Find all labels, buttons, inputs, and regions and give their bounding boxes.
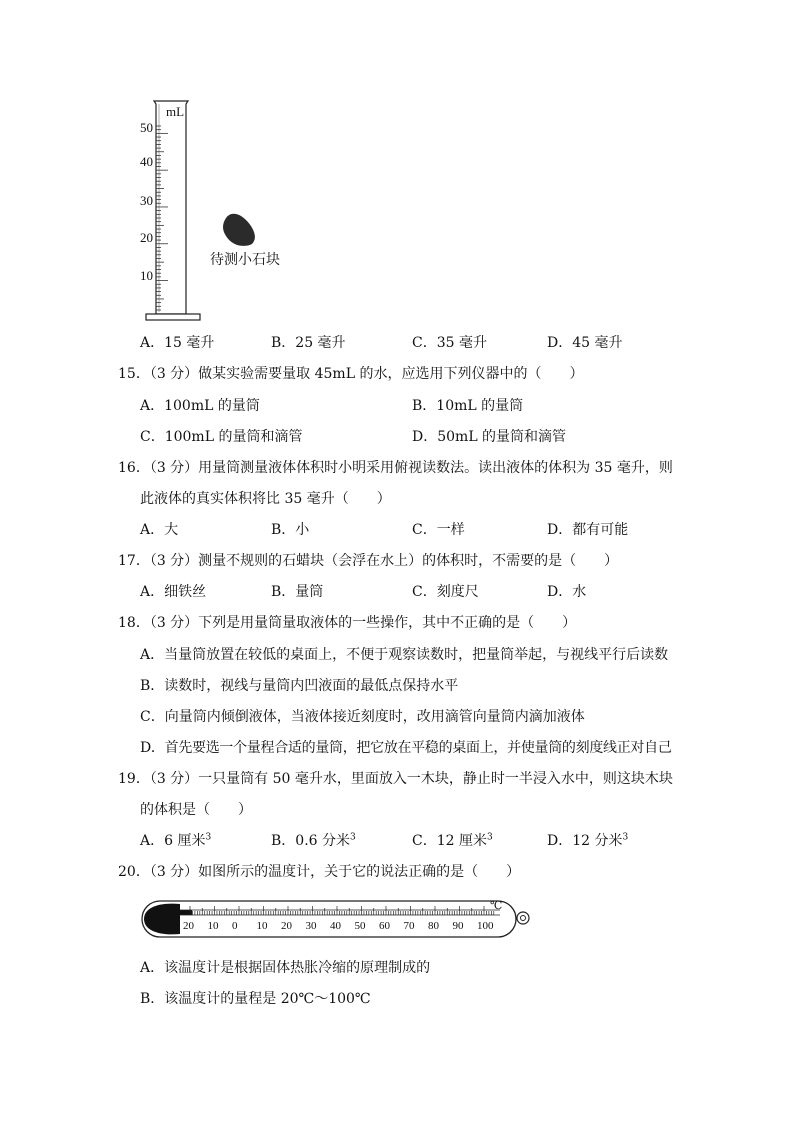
q17-stem: 17．（3 分）测量不规则的石蜡块（会浮在水上）的体积时，不需要的是（ ） bbox=[118, 553, 619, 569]
q17-option-c: C．刻度尺 bbox=[412, 584, 479, 600]
stone-label: 待测小石块 bbox=[210, 252, 280, 268]
q19-option-c-sup: 3 bbox=[486, 832, 493, 843]
thermometer-figure bbox=[140, 896, 534, 942]
thermometer-label: 90 bbox=[452, 920, 464, 932]
thermometer-label: 10 bbox=[207, 920, 219, 932]
q15-option-c: C．100mL 的量筒和滴管 bbox=[140, 429, 303, 445]
cylinder-figure bbox=[140, 96, 310, 324]
thermometer-label: 10 bbox=[256, 920, 268, 932]
q19-option-a bbox=[140, 830, 211, 850]
q16-option-c: C．一样 bbox=[412, 522, 465, 538]
cylinder-tick-40: 40 bbox=[140, 154, 153, 169]
cylinder-tick-10: 10 bbox=[140, 268, 153, 283]
q19-option-c-text: C．12 厘米 bbox=[412, 833, 487, 849]
thermometer-label: 50 bbox=[354, 920, 366, 932]
q20-option-b: B．该温度计的量程是 20℃～100℃ bbox=[140, 991, 371, 1007]
q18-stem: 18．（3 分）下列是用量筒量取液体的一些操作，其中不正确的是（ ） bbox=[118, 615, 577, 631]
q16-option-d: D．都有可能 bbox=[547, 522, 629, 538]
thermometer-drawing bbox=[140, 896, 534, 942]
q19-option-b-text: B．0.6 分米 bbox=[271, 833, 351, 849]
q19-option-c bbox=[412, 830, 493, 850]
q16-option-a: A．大 bbox=[140, 522, 179, 538]
q17-option-a: A．细铁丝 bbox=[140, 584, 207, 600]
q19-option-d-text: D．12 分米 bbox=[547, 833, 623, 849]
thermometer-unit: ℃ bbox=[490, 899, 503, 912]
q15-option-d: D．50mL 的量筒和滴管 bbox=[412, 429, 567, 445]
thermometer-label: 0 bbox=[232, 920, 238, 932]
q14-option-d: D．45 毫升 bbox=[547, 335, 623, 351]
q20-stem: 20．（3 分）如图所示的温度计，关于它的说法正确的是（ ） bbox=[118, 864, 521, 880]
thermometer-label: 70 bbox=[403, 920, 415, 932]
q19-option-a-text: A．6 厘米 bbox=[140, 833, 206, 849]
q15-option-a: A．100mL 的量筒 bbox=[140, 398, 260, 414]
thermometer-label: 20 bbox=[183, 920, 194, 932]
q14-option-c: C．35 毫升 bbox=[412, 335, 487, 351]
stone-shape bbox=[223, 214, 255, 246]
q15-option-b: B．10mL 的量筒 bbox=[412, 398, 524, 414]
cylinder-tick-20: 20 bbox=[140, 230, 153, 245]
cylinder-tick-30: 30 bbox=[140, 193, 153, 208]
q18-option-b: B．读数时，视线与量筒内凹液面的最低点保持水平 bbox=[140, 678, 459, 694]
q19-stem-line1: 19．（3 分）一只量筒有 50 毫升水，里面放入一木块，静止时一半浸入水中，则这块木块 bbox=[118, 771, 673, 787]
q19-option-a-sup: 3 bbox=[205, 832, 212, 843]
thermometer-label: 30 bbox=[305, 920, 317, 932]
thermometer-label: 100 bbox=[477, 920, 494, 932]
q19-option-b-sup: 3 bbox=[350, 832, 356, 843]
q20-option-a: A．该温度计是根据固体热胀冷缩的原理制成的 bbox=[140, 960, 431, 976]
q14-option-a: A．15 毫升 bbox=[140, 335, 215, 351]
q16-option-b: B．小 bbox=[271, 522, 310, 538]
thermometer-label: 60 bbox=[379, 920, 390, 932]
q14-option-b: B．25 毫升 bbox=[271, 335, 346, 351]
q19-stem-line2: 的体积是（ ） bbox=[140, 802, 252, 818]
q16-stem-line2: 此液体的真实体积将比 35 毫升（ ） bbox=[140, 491, 391, 507]
q17-option-b: B．量筒 bbox=[271, 584, 324, 600]
q19-option-d-sup: 3 bbox=[622, 832, 629, 843]
thermometer-label: 40 bbox=[330, 920, 341, 932]
q19-option-d bbox=[547, 830, 628, 850]
cylinder-tick-50: 50 bbox=[140, 120, 153, 135]
q18-option-d: D．首先要选一个量程合适的量筒，把它放在平稳的桌面上，并使量筒的刻度线正对自己 bbox=[140, 740, 672, 756]
thermometer-label: 20 bbox=[281, 920, 292, 932]
thermometer-label: 80 bbox=[428, 920, 439, 932]
q15-stem: 15．（3 分）做某实验需要量取 45mL 的水，应选用下列仪器中的（ ） bbox=[118, 366, 584, 382]
q18-option-a: A．当量筒放置在较低的桌面上，不便于观察读数时，把量筒举起，与视线平行后读数 bbox=[140, 647, 669, 663]
q18-option-c: C．向量筒内倾倒液体，当液体接近刻度时，改用滴管向量筒内滴加液体 bbox=[140, 709, 585, 725]
q17-option-d: D．水 bbox=[547, 584, 587, 600]
cylinder-drawing bbox=[140, 96, 310, 324]
cylinder-unit: mL bbox=[166, 104, 185, 119]
q16-stem-line1: 16．（3 分）用量筒测量液体体积时小明采用俯视读数法。读出液体的体积为 35 毫升，则 bbox=[118, 460, 673, 476]
q19-option-b bbox=[271, 830, 356, 850]
